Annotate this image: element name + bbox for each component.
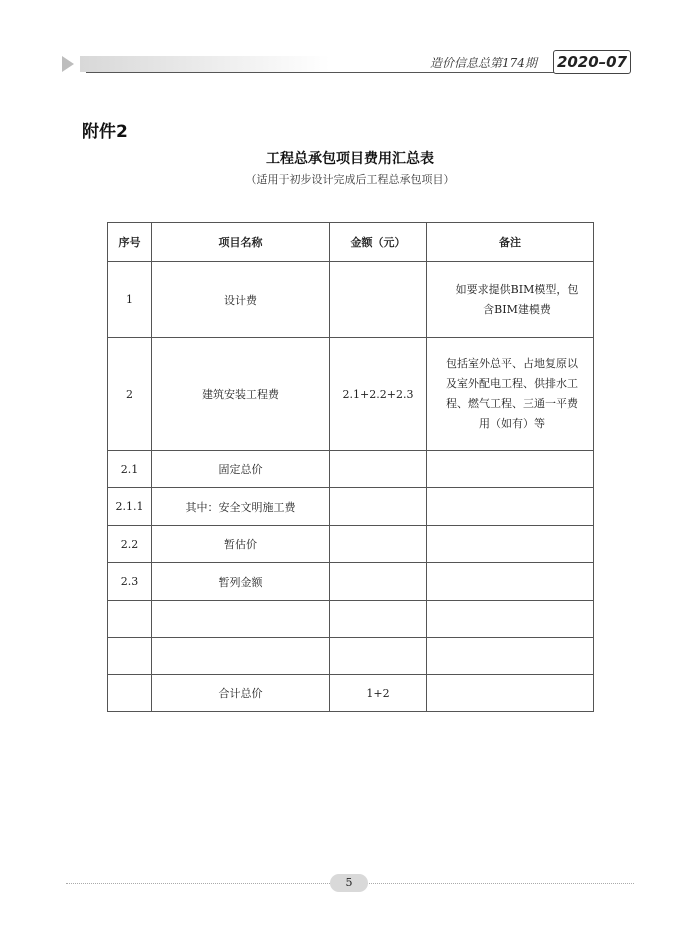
table-row — [108, 563, 594, 601]
cell-note — [427, 526, 594, 563]
cell-note — [427, 601, 594, 638]
cell-no: 2.1.1 — [108, 488, 152, 526]
page-number: 5 — [330, 874, 368, 892]
cell-note — [427, 638, 594, 675]
cell-note — [427, 563, 594, 601]
cell-name: 建筑安装工程费 — [152, 338, 330, 451]
table-header-row — [108, 223, 594, 262]
cell-no — [108, 638, 152, 675]
cell-no: 2.2 — [108, 526, 152, 563]
header-issue-label: 造价信息总第174期 — [430, 56, 537, 70]
cell-name — [152, 601, 330, 638]
cell-amount — [330, 488, 427, 526]
table-row — [108, 488, 594, 526]
header-name: 项目名称 — [152, 223, 330, 262]
cell-note: 如要求提供BIM模型，包含BIM建模费 — [427, 262, 594, 338]
table-row — [108, 262, 594, 338]
header-no: 序号 — [108, 223, 152, 262]
cell-name: 其中：安全文明施工费 — [152, 488, 330, 526]
cell-no: 2 — [108, 338, 152, 451]
table-row — [108, 451, 594, 488]
cell-name — [152, 638, 330, 675]
cell-name: 固定总价 — [152, 451, 330, 488]
header-triangle-icon — [62, 56, 74, 72]
cell-amount — [330, 638, 427, 675]
fee-summary-table — [107, 222, 594, 712]
header-gradient-bar — [80, 56, 330, 72]
cell-no: 1 — [108, 262, 152, 338]
table-row — [108, 526, 594, 563]
cell-amount: 2.1+2.2+2.3 — [330, 338, 427, 451]
cell-note — [427, 675, 594, 712]
cell-no — [108, 601, 152, 638]
cell-note: 包括室外总平、占地复原以及室外配电工程、供排水工程、燃气工程、三通一平费用（如有）等 — [427, 338, 594, 451]
cell-amount: 1+2 — [330, 675, 427, 712]
running-header — [0, 48, 700, 78]
cell-note — [427, 488, 594, 526]
cell-no: 2.1 — [108, 451, 152, 488]
cell-name: 暂估价 — [152, 526, 330, 563]
cell-no: 2.3 — [108, 563, 152, 601]
cell-name: 暂列金额 — [152, 563, 330, 601]
table-row-total — [108, 675, 594, 712]
header-note: 备注 — [427, 223, 594, 262]
header-date-box: 2020–07 — [553, 50, 631, 74]
table-row — [108, 601, 594, 638]
cell-amount — [330, 451, 427, 488]
cell-amount — [330, 563, 427, 601]
header-amount: 金额（元） — [330, 223, 427, 262]
cell-name: 设计费 — [152, 262, 330, 338]
cell-amount — [330, 601, 427, 638]
page-subtitle: （适用于初步设计完成后工程总承包项目） — [245, 173, 455, 186]
cell-name: 合计总价 — [152, 675, 330, 712]
header-rule — [86, 72, 628, 73]
cell-amount — [330, 526, 427, 563]
page-title: 工程总承包项目费用汇总表 — [266, 151, 434, 167]
table-row — [108, 638, 594, 675]
cell-no — [108, 675, 152, 712]
cell-note — [427, 451, 594, 488]
table-row — [108, 338, 594, 451]
cell-amount — [330, 262, 427, 338]
attachment-label: 附件2 — [82, 122, 128, 142]
